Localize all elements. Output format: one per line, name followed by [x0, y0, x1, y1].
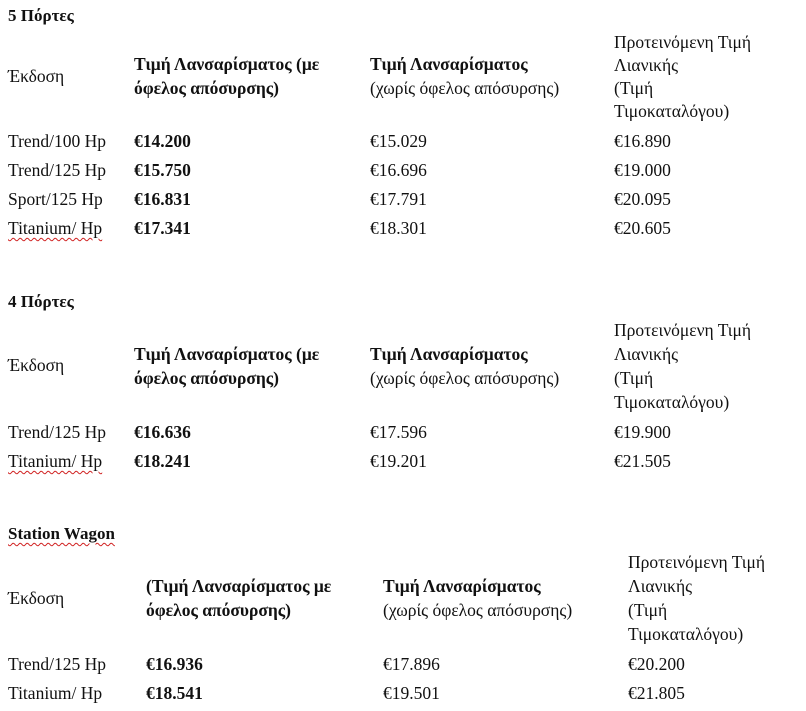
- row-price-without: €16.696: [370, 160, 427, 180]
- header-launch-without-line1: Τιμή Λανσαρίσματος: [370, 344, 528, 364]
- row-version: Trend/100 Hp: [8, 131, 107, 151]
- header-launch-with-line1: Τιμή Λανσαρίσματος (με: [134, 344, 320, 364]
- header-version: Έκδοση: [8, 588, 65, 608]
- header-retail-line3: (Τιμή: [614, 78, 654, 98]
- row-price-with: €16.936: [146, 654, 203, 674]
- header-launch-with-line2: όφελος απόσυρσης): [134, 78, 279, 98]
- row-price-without: €19.201: [370, 451, 427, 471]
- header-launch-without-line2: (χωρίς όφελος απόσυρσης): [370, 78, 560, 98]
- header-launch-with-line1: Τιμή Λανσαρίσματος (με: [134, 54, 320, 74]
- row-version: Trend/125 Hp: [8, 160, 107, 180]
- header-retail-line1: Προτεινόμενη Τιμή: [614, 320, 752, 340]
- row-price-with: €15.750: [134, 160, 191, 180]
- row-price-retail: €16.890: [614, 131, 671, 151]
- header-retail-line2: Λιανικής: [614, 344, 679, 364]
- row-price-retail: €21.505: [614, 451, 671, 471]
- row-price-without: €17.596: [370, 422, 427, 442]
- header-launch-with-line1: (Τιμή Λανσαρίσματος με: [146, 576, 332, 596]
- row-price-retail: €20.095: [614, 189, 671, 209]
- row-price-retail: €21.805: [628, 683, 685, 703]
- header-launch-without-line2: (χωρίς όφελος απόσυρσης): [383, 600, 573, 620]
- row-price-with: €16.636: [134, 422, 191, 442]
- row-price-without: €17.791: [370, 189, 427, 209]
- row-version: Sport/125 Hp: [8, 189, 103, 209]
- section-title: Station Wagon: [8, 524, 115, 543]
- header-launch-with-line2: όφελος απόσυρσης): [146, 600, 291, 620]
- row-price-with: €16.831: [134, 189, 191, 209]
- row-price-with: €18.241: [134, 451, 191, 471]
- row-version: Titanium/ Hp: [8, 451, 103, 471]
- header-retail-line2: Λιανικής: [614, 55, 679, 75]
- header-launch-without-line1: Τιμή Λανσαρίσματος: [383, 576, 541, 596]
- header-retail-line2: Λιανικής: [628, 576, 693, 596]
- row-price-retail: €19.900: [614, 422, 671, 442]
- header-retail-line3: (Τιμή: [614, 368, 654, 388]
- row-price-without: €17.896: [383, 654, 440, 674]
- row-version: Titanium/ Hp: [8, 683, 103, 703]
- row-price-with: €18.541: [146, 683, 203, 703]
- header-retail-line3: (Τιμή: [628, 600, 668, 620]
- header-launch-without-line1: Τιμή Λανσαρίσματος: [370, 54, 528, 74]
- header-retail-line4: Τιμοκαταλόγου): [614, 101, 730, 121]
- header-launch-with-line2: όφελος απόσυρσης): [134, 368, 279, 388]
- header-retail-line1: Προτεινόμενη Τιμή: [628, 552, 766, 572]
- row-price-with: €17.341: [134, 218, 191, 238]
- row-price-retail: €20.605: [614, 218, 671, 238]
- header-retail-line1: Προτεινόμενη Τιμή: [614, 32, 752, 52]
- header-retail-line4: Τιμοκαταλόγου): [628, 624, 744, 644]
- header-version: Έκδοση: [8, 66, 65, 86]
- row-price-retail: €19.000: [614, 160, 671, 180]
- section-title: 5 Πόρτες: [8, 6, 74, 25]
- row-version: Trend/125 Hp: [8, 654, 107, 674]
- row-price-without: €15.029: [370, 131, 427, 151]
- header-retail-line4: Τιμοκαταλόγου): [614, 392, 730, 412]
- row-price-without: €18.301: [370, 218, 427, 238]
- row-price-retail: €20.200: [628, 654, 685, 674]
- row-price-without: €19.501: [383, 683, 440, 703]
- section-title: 4 Πόρτες: [8, 292, 74, 311]
- row-price-with: €14.200: [134, 131, 191, 151]
- row-version: Trend/125 Hp: [8, 422, 107, 442]
- header-version: Έκδοση: [8, 355, 65, 375]
- row-version: Titanium/ Hp: [8, 218, 103, 238]
- header-launch-without-line2: (χωρίς όφελος απόσυρσης): [370, 368, 560, 388]
